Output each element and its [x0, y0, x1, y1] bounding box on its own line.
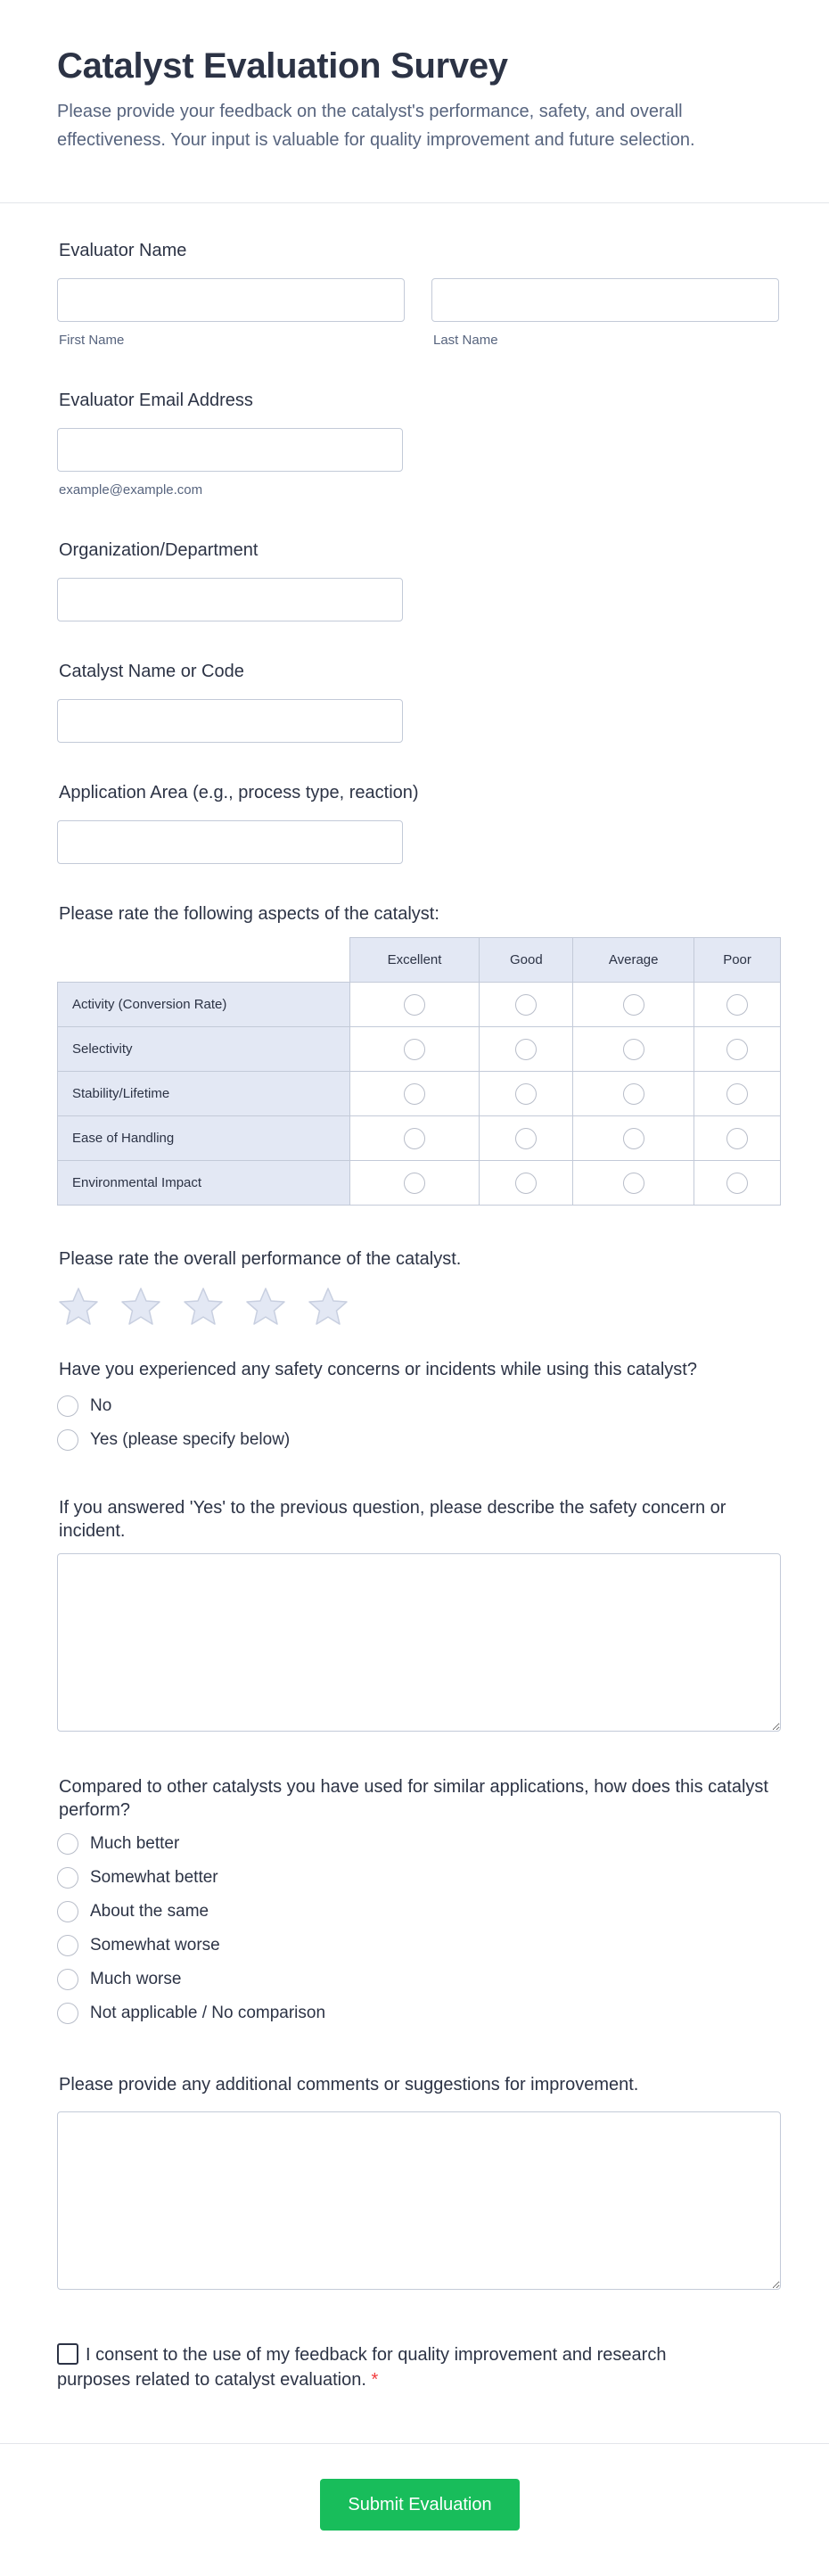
matrix-corner — [58, 938, 350, 983]
matrix-radio[interactable] — [623, 1173, 644, 1194]
safety-label: Have you experienced any safety concerns or incidents while using this catalyst? — [59, 1360, 697, 1379]
form-footer — [0, 2443, 829, 2576]
matrix-radio[interactable] — [726, 994, 748, 1016]
matrix-radio[interactable] — [623, 994, 644, 1016]
radio-button[interactable] — [57, 1395, 78, 1417]
matrix-radio[interactable] — [515, 994, 537, 1016]
matrix-radio[interactable] — [404, 1039, 425, 1060]
safety-option-no[interactable] — [57, 1389, 697, 1423]
comparison-option[interactable] — [57, 1929, 781, 1963]
matrix-radio[interactable] — [515, 1128, 537, 1149]
required-asterisk: * — [371, 2370, 379, 2390]
matrix-radio[interactable] — [404, 1083, 425, 1105]
catalyst-field — [57, 662, 403, 743]
comparison-option[interactable] — [57, 1827, 781, 1861]
catalyst-input[interactable] — [57, 699, 403, 743]
radio-button[interactable] — [57, 1935, 78, 1956]
application-label: Application Area (e.g., process type, reaction) — [59, 783, 419, 802]
matrix-radio[interactable] — [404, 994, 425, 1016]
submit-button[interactable]: Submit Evaluation — [320, 2479, 520, 2531]
matrix-radio[interactable] — [726, 1173, 748, 1194]
matrix-row-label: Selectivity — [58, 1027, 350, 1072]
application-input[interactable] — [57, 820, 403, 864]
last-name-sublabel: Last Name — [433, 333, 498, 348]
comments-label: Please provide any additional comments or suggestions for improvement. — [59, 2075, 639, 2095]
radio-label: Much better — [90, 1834, 180, 1853]
radio-button[interactable] — [57, 1429, 78, 1451]
matrix-col-excellent: Excellent — [349, 938, 480, 983]
matrix-row — [58, 1027, 781, 1072]
safety-option-yes[interactable] — [57, 1423, 697, 1457]
email-label: Evaluator Email Address — [59, 391, 253, 410]
radio-label: Yes (please specify below) — [90, 1430, 291, 1449]
radio-button[interactable] — [57, 1867, 78, 1889]
consent-text: I consent to the use of my feedback for quality improvement and research purposes related to catalyst evaluation. — [57, 2345, 667, 2390]
matrix-col-good: Good — [480, 938, 573, 983]
comments-field — [57, 2075, 781, 2290]
radio-button[interactable] — [57, 1901, 78, 1922]
comparison-field — [57, 1775, 781, 2030]
safety-detail-textarea[interactable] — [57, 1553, 781, 1732]
consent-checkbox-row[interactable] — [57, 2342, 681, 2392]
matrix-radio[interactable] — [404, 1128, 425, 1149]
matrix-row — [58, 1116, 781, 1161]
matrix-row-label: Ease of Handling — [58, 1116, 350, 1161]
comparison-option[interactable] — [57, 1861, 781, 1895]
organization-field — [57, 540, 403, 621]
rating-label: Please rate the overall performance of the catalyst. — [59, 1249, 462, 1269]
comparison-label: Compared to other catalysts you have used for similar applications, how does this catalyst perform? — [59, 1777, 768, 1820]
matrix-radio[interactable] — [726, 1128, 748, 1149]
matrix-radio[interactable] — [515, 1039, 537, 1060]
application-field — [57, 783, 419, 864]
radio-button[interactable] — [57, 1833, 78, 1855]
matrix-row — [58, 983, 781, 1027]
consent-field — [57, 2342, 681, 2392]
evaluator-name-field — [57, 241, 779, 348]
organization-input[interactable] — [57, 578, 403, 621]
matrix-row — [58, 1161, 781, 1206]
form-header — [0, 0, 829, 203]
radio-label: No — [90, 1396, 112, 1415]
page-title: Catalyst Evaluation Survey — [57, 46, 508, 86]
comparison-option[interactable] — [57, 1963, 781, 1996]
safety-options — [57, 1389, 697, 1457]
matrix-radio[interactable] — [726, 1083, 748, 1105]
star-icon[interactable] — [244, 1286, 287, 1327]
star-icon[interactable] — [307, 1286, 349, 1327]
comparison-option[interactable] — [57, 1996, 781, 2030]
comments-textarea[interactable] — [57, 2111, 781, 2290]
evaluator-name-label: Evaluator Name — [59, 241, 187, 260]
safety-detail-field — [57, 1496, 781, 1732]
safety-detail-label: If you answered 'Yes' to the previous question, please describe the safety concern or incident. — [59, 1498, 726, 1541]
aspects-matrix-field — [57, 904, 781, 1206]
safety-field — [57, 1360, 697, 1457]
star-icon[interactable] — [182, 1286, 225, 1327]
star-rating — [57, 1286, 461, 1327]
matrix-col-poor: Poor — [694, 938, 781, 983]
matrix-radio[interactable] — [623, 1128, 644, 1149]
radio-label: Somewhat worse — [90, 1936, 220, 1955]
matrix-radio[interactable] — [515, 1083, 537, 1105]
overall-rating-field — [57, 1249, 461, 1327]
email-field — [57, 391, 403, 498]
comparison-option[interactable] — [57, 1895, 781, 1929]
first-name-input[interactable] — [57, 278, 405, 322]
radio-label: About the same — [90, 1902, 209, 1921]
matrix-radio[interactable] — [726, 1039, 748, 1060]
matrix-row — [58, 1072, 781, 1116]
radio-button[interactable] — [57, 1969, 78, 1990]
matrix-row-label: Environmental Impact — [58, 1161, 350, 1206]
matrix-radio[interactable] — [404, 1173, 425, 1194]
radio-label: Somewhat better — [90, 1868, 218, 1887]
matrix-row-label: Activity (Conversion Rate) — [58, 983, 350, 1027]
star-icon[interactable] — [57, 1286, 100, 1327]
matrix-col-average: Average — [573, 938, 694, 983]
organization-label: Organization/Department — [59, 540, 259, 560]
matrix-radio[interactable] — [515, 1173, 537, 1194]
email-input[interactable] — [57, 428, 403, 472]
email-sublabel: example@example.com — [59, 482, 203, 498]
last-name-input[interactable] — [431, 278, 779, 322]
matrix-radio[interactable] — [623, 1039, 644, 1060]
radio-label: Not applicable / No comparison — [90, 2004, 326, 2022]
radio-label: Much worse — [90, 1970, 182, 1988]
comparison-options — [57, 1827, 781, 2030]
rating-matrix — [57, 937, 781, 1206]
radio-button[interactable] — [57, 2003, 78, 2024]
matrix-radio[interactable] — [623, 1083, 644, 1105]
first-name-sublabel: First Name — [59, 333, 125, 348]
matrix-label: Please rate the following aspects of the catalyst: — [59, 904, 439, 924]
matrix-row-label: Stability/Lifetime — [58, 1072, 350, 1116]
star-icon[interactable] — [119, 1286, 162, 1327]
catalyst-label: Catalyst Name or Code — [59, 662, 244, 681]
consent-checkbox[interactable] — [57, 2343, 78, 2365]
page-subtitle: Please provide your feedback on the catalyst's performance, safety, and overall effectiveness. Your input is valuable for quality improvement and future selection. — [57, 102, 695, 150]
